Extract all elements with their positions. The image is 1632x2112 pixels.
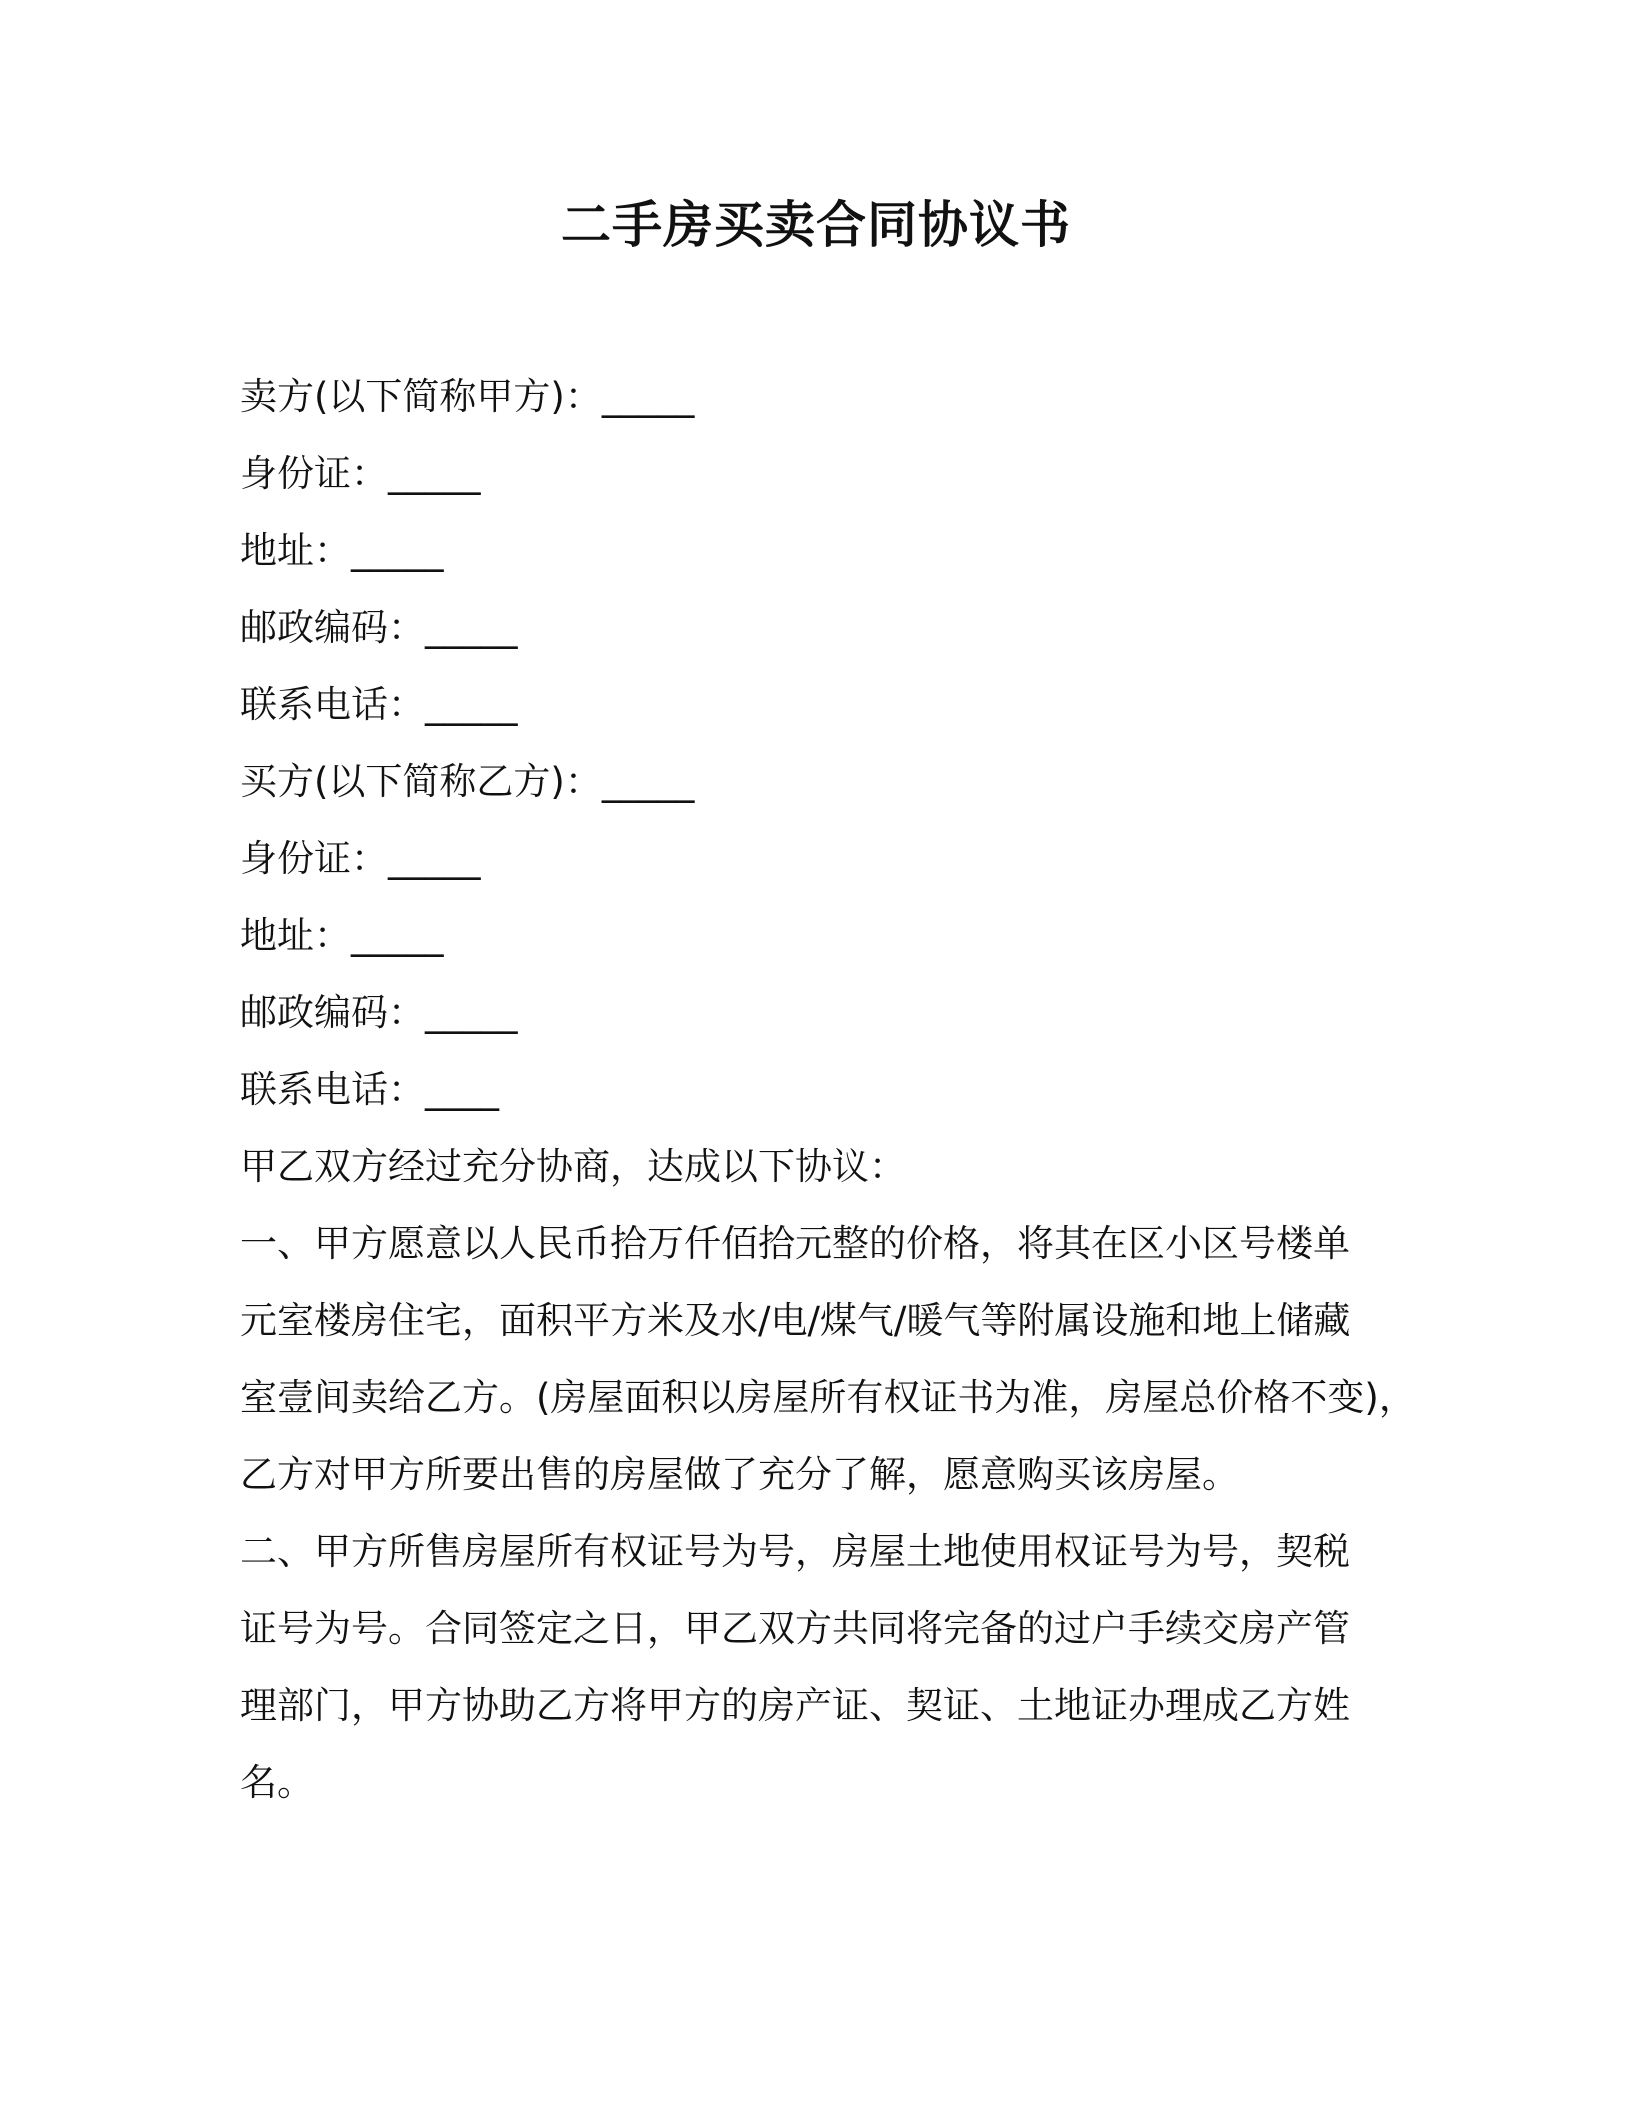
- clause-2-line: 名。: [240, 1761, 314, 1804]
- seller-postcode-field: 邮政编码：_____: [240, 606, 518, 649]
- clause-2-line: 二、甲方所售房屋所有权证号为号，房屋土地使用权证号为号，契税: [240, 1530, 1350, 1573]
- document-title: 二手房买卖合同协议书: [561, 196, 1071, 254]
- buyer-phone-field: 联系电话：____: [240, 1068, 499, 1111]
- clause-1-line: 室壹间卖给乙方。(房屋面积以房屋所有权证书为准，房屋总价格不变)，: [240, 1376, 1416, 1419]
- seller-id-field: 身份证：_____: [240, 452, 481, 495]
- clause-2-line: 证号为号。合同签定之日，甲乙双方共同将完备的过户手续交房产管: [240, 1607, 1350, 1650]
- seller-address-field: 地址：_____: [240, 529, 444, 572]
- seller-phone-field: 联系电话：_____: [240, 683, 518, 726]
- clause-2: [240, 1513, 1420, 1821]
- clause-1: [240, 1205, 1420, 1513]
- clause-1-line: 一、甲方愿意以人民币拾万仟佰拾元整的价格，将其在区小区号楼单: [240, 1222, 1350, 1265]
- clause-2-line: 理部门，甲方协助乙方将甲方的房产证、契证、土地证办理成乙方姓: [240, 1684, 1350, 1727]
- agreement-intro: 甲乙双方经过充分协商，达成以下协议：: [240, 1145, 906, 1188]
- seller-name-field: 卖方(以下简称甲方)：_____: [240, 375, 695, 418]
- buyer-postcode-field: 邮政编码：_____: [240, 991, 518, 1034]
- clause-1-line: 乙方对甲方所要出售的房屋做了充分了解，愿意购买该房屋。: [240, 1453, 1239, 1496]
- buyer-address-field: 地址：_____: [240, 914, 444, 957]
- buyer-name-field: 买方(以下简称乙方)：_____: [240, 760, 695, 803]
- buyer-id-field: 身份证：_____: [240, 837, 481, 880]
- clause-1-line: 元室楼房住宅，面积平方米及水/电/煤气/暖气等附属设施和地上储藏: [240, 1299, 1351, 1342]
- document-body: [240, 358, 1420, 1821]
